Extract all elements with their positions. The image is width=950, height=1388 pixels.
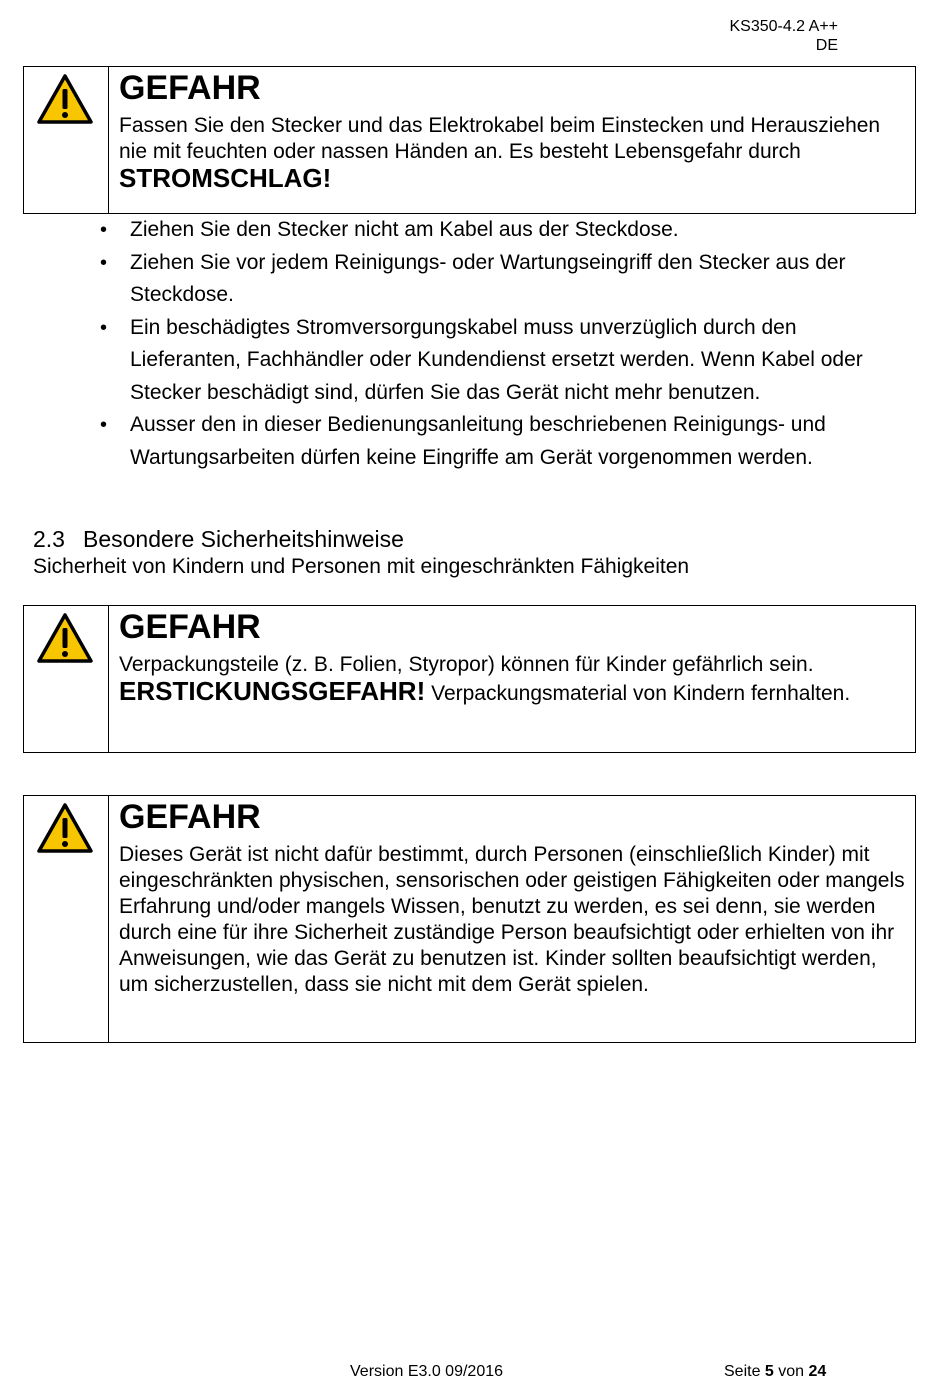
warning-text: Dieses Gerät ist nicht dafür bestimmt, durch Personen (einschließlich Kinder) mit eingeschränkten physischen, sensorischen oder geistigen Fähigkeiten oder mangels Erfahrung und/oder mangels Wissen, benutzt zu werden, es sei denn, sie werden durch eine für ihre Sicherheit zuständige Person beaufsichtigt oder erhielten von ihr Anweisungen, wie das Gerät zu benutzen ist. Kinder sollten beaufsichtigt werden, um sicherzustellen, dass sie nicht mit dem Gerät spielen. — [119, 843, 905, 996]
page-header — [729, 17, 838, 55]
warning-text: Verpackungsteile (z. B. Folien, Styropor) können für Kinder gefährlich sein. ERSTICKUNGSGEFAHR! Verpackungsmaterial von Kindern fernhalten. — [119, 653, 851, 706]
footer-version: Version E3.0 09/2016 — [350, 1363, 504, 1380]
warning-triangle-icon — [36, 612, 94, 664]
warning-title: GEFAHR — [119, 69, 261, 107]
warning-emphasis: STROMSCHLAG! — [119, 163, 332, 193]
model-label: KS350-4.2 A++ — [729, 18, 838, 35]
section-title: Besondere Sicherheitshinweise — [83, 526, 404, 552]
warning-emphasis: ERSTICKUNGSGEFAHR! — [119, 676, 426, 706]
list-item: • Ausser den in dieser Bedienungsanleitung beschriebenen Reinigungs- und Wartungsarbeiten dürfen keine Eingriffe am Gerät vorgenommen werden. — [100, 409, 900, 474]
warning-triangle-icon — [36, 73, 94, 125]
warning-box-electric — [23, 66, 916, 214]
warning-title: GEFAHR — [119, 608, 261, 646]
footer-page-number: Seite 5 von 24 — [724, 1363, 827, 1380]
section-heading — [33, 525, 404, 553]
warning-box-persons — [23, 795, 916, 1043]
list-item: • Ziehen Sie vor jedem Reinigungs- oder Wartungseingriff den Stecker aus der Steckdose. — [100, 247, 900, 312]
warning-title: GEFAHR — [119, 798, 261, 836]
safety-bullet-list — [100, 214, 900, 474]
section-subtitle: Sicherheit von Kindern und Personen mit eingeschränkten Fähigkeiten — [33, 555, 690, 578]
warning-triangle-icon — [36, 802, 94, 854]
warning-box-suffocation — [23, 605, 916, 753]
language-label: DE — [815, 37, 838, 54]
warning-text: Fassen Sie den Stecker und das Elektrokabel beim Einstecken und Herausziehen nie mit feuchten oder nassen Händen an. Es besteht Lebensgefahr durch STROMSCHLAG! — [119, 114, 881, 193]
list-item: • Ziehen Sie den Stecker nicht am Kabel aus der Steckdose. — [100, 214, 900, 247]
section-number: 2.3 — [33, 526, 65, 552]
list-item: • Ein beschädigtes Stromversorgungskabel muss unverzüglich durch den Lieferanten, Fachhändler oder Kundendienst ersetzt werden. Wenn Kabel oder Stecker beschädigt sind, dürfen Sie das Gerät nicht mehr benutzen. — [100, 312, 900, 410]
